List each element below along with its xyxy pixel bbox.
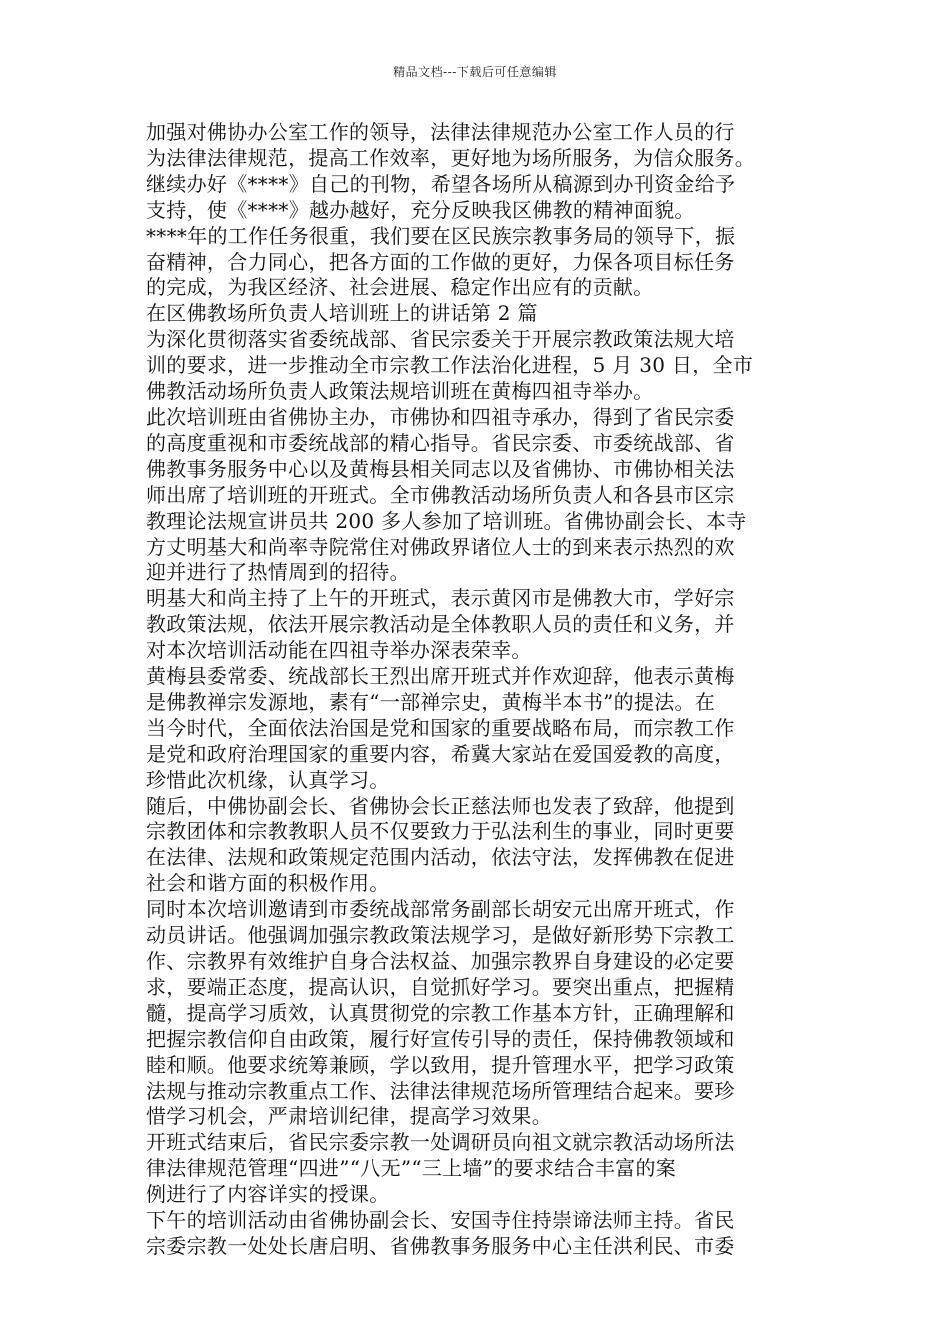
paragraph: 为深化贯彻落实省委统战部、省民宗委关于开展宗教政策法规大培 训的要求，进一步推动全市宗教工作法治化进程，5 月 30 日，全市 佛教活动场所负责人政策法规培训班在黄梅四祖寺举办。 bbox=[146, 327, 754, 404]
paragraph: 随后，中佛协副会长、省佛协会长正慈法师也发表了致辞，他提到 宗教团体和宗教教职人员不仅要致力于弘法利生的事业，同时更要 在法律、法规和政策规定范围内活动，依法守法，发挥佛教在促进 社会和谐方面的积极作用。 bbox=[146, 793, 735, 896]
paragraph: 下午的培训活动由省佛协副会长、安国寺住持崇谛法师主持。省民 宗委宗教一处处长唐启明、省佛教事务服务中心主任洪利民、市委 bbox=[146, 1208, 735, 1258]
paragraph: 黄梅县委常委、统战部长王烈出席开班式并作欢迎辞，他表示黄梅 是佛教禅宗发源地，素有“一部禅宗史，黄梅半本书”的提法。在 当今时代，全面依法治国是党和国家的重要战略布局，而宗教工作 是党和政府治理国家的重要内容，希冀大家站在爱国爱教的高度， 珍惜此次机缘，认真学习。 bbox=[146, 664, 735, 792]
paragraph: 继续办好《****》自己的刊物，希望各场所从稿源到办刊资金给予 支持，使《****》越办越好，充分反映我区佛教的精神面貌。 bbox=[146, 171, 736, 222]
section-heading: 在区佛教场所负责人培训班上的讲话第 2 篇 bbox=[146, 301, 538, 326]
paragraph: 开班式结束后，省民宗委宗教一处调研员向祖文就宗教活动场所法 律法律规范管理“四进”“八无”“三上墙”的要求结合丰富的案 例进行了内容详实的授课。 bbox=[146, 1130, 735, 1207]
paragraph: ****年的工作任务很重，我们要在区民族宗教事务局的领导下，振 奋精神，合力同心，把各方面的工作做的更好，力保各项目标任务 的完成，为我区经济、社会进展、稳定作出应有的贡献。 bbox=[146, 223, 736, 300]
page-header: 精品文档---下载后可任意编辑 bbox=[393, 65, 557, 79]
paragraph: 加强对佛协办公室工作的领导，法律法律规范办公室工作人员的行 为法律法律规范，提高工作效率，更好地为场所服务，为信众服务。 bbox=[146, 120, 755, 170]
paragraph: 明基大和尚主持了上午的开班式，表示黄冈市是佛教大市，学好宗 教政策法规，依法开展宗教活动是全体教职人员的责任和义务，并 对本次培训活动能在四祖寺举办深表荣幸。 bbox=[146, 586, 735, 663]
document-body bbox=[146, 120, 810, 1260]
paragraph: 同时本次培训邀请到市委统战部常务副部长胡安元出席开班式，作 动员讲话。他强调加强宗教政策法规学习，是做好新形势下宗教工 作、宗教界有效维护自身合法权益、加强宗教界自身建设的必定要 求，要端正态度，提高认识，自觉抓好学习。要突出重点，把握精 髓，提高学习质效，认真贯彻党的宗教工作基本方针，正确理解和 把握宗教信仰自由政策，履行好宣传引导的责任，保持佛教领域和 睦和顺。他要求统筹兼顾，学以致用，提升管理水平，把学习政策 法规与推动宗教重点工作、法律法律规范场所管理结合起来。要珍 惜学习机会，严肃培训纪律，提高学习效果。 bbox=[146, 897, 735, 1129]
paragraph: 此次培训班由省佛协主办，市佛协和四祖寺承办，得到了省民宗委 的高度重视和市委统战部的精心指导。省民宗委、市委统战部、省 佛教事务服务中心以及黄梅县相关同志以及省佛协、市佛协相关法 师出席了培训班的开班式。全市佛教活动场所负责人和各县市区宗 教理论法规宣讲员共 200 多人参加了培训班。省佛协副会长、本寺 方丈明基大和尚率寺院常住对佛政界诸位人士的到来表示热烈的欢 迎并进行了热情周到的招待。 bbox=[146, 404, 747, 585]
